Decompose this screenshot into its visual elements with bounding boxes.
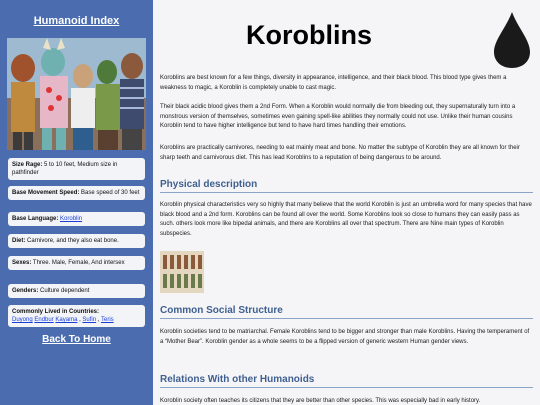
- country-link-teris[interactable]: Teris: [101, 317, 114, 323]
- sexes-label: Sexes:: [12, 260, 32, 266]
- movement-info-box: [8, 186, 145, 200]
- koroblin-group-image: [7, 38, 146, 150]
- main-content: [153, 0, 540, 405]
- social-structure-heading: Common Social Structure: [160, 305, 533, 319]
- humanoid-index-link[interactable]: Humanoid Index: [33, 15, 120, 27]
- language-info-box: [8, 212, 145, 226]
- diet-value: Carnivore, and they also eat bone.: [27, 238, 119, 244]
- diet-label: Diet:: [12, 238, 26, 244]
- movement-value: Base speed of 30 feet: [81, 190, 140, 196]
- countries-info-box: Commonly Lived in Countries: Duyong Endbur Kayama , Sufin , Teris: [8, 305, 145, 327]
- size-label: Size Rage:: [12, 162, 43, 168]
- genders-value: Culture dependent: [40, 288, 90, 294]
- size-info-box: [8, 158, 145, 180]
- page-title: Koroblins: [246, 20, 372, 50]
- movement-label: Base Movement Speed:: [12, 190, 80, 196]
- subtypes-chart-thumbnail[interactable]: [160, 251, 204, 293]
- country-link-sufin[interactable]: Sufin: [82, 317, 97, 323]
- country-link-endbur[interactable]: Endbur: [34, 317, 54, 323]
- genders-label: Genders:: [12, 288, 39, 294]
- diet-info-box: [8, 234, 145, 248]
- country-link-kayama[interactable]: Kayama: [55, 317, 78, 323]
- back-to-home-link[interactable]: Back To Home: [42, 334, 111, 345]
- relations-heading: Relations With other Humanoids: [160, 374, 533, 388]
- relations-text: Koroblin society often teaches its citizens that they are better than other species. This was especially bad in early history.: [160, 398, 481, 404]
- intro-paragraph-1: Koroblins are best known for a few things, diversity in appearance, intelligence, and their black blood. This blood type gives them a weakness to magic, a Koroblin is completely unable to cast magic.: [160, 75, 507, 91]
- social-structure-text: Koroblin societies tend to be matriarchal. Female Koroblins tend to be bigger and stronger than male Koroblins. Having the temperament of a “Mother Bear”. Koroblin gender as a whole seems to be a flipped version of generic western Human gender views.: [160, 329, 530, 345]
- intro-paragraph-2: Their black acidic blood gives them a 2nd Form. When a Koroblin would normally die from bleeding out, they supernaturally turn into a monstrous version of themselves, sometimes even gaining spell-like abilities they normally could not use. Unlike their human cousins Koroblin tend to have higher intelligence but tend to have hard times handling their emotions.: [160, 104, 516, 129]
- physical-description-heading: Physical description: [160, 179, 533, 193]
- countries-label: Commonly Lived in Countries:: [12, 309, 100, 315]
- sidebar: [0, 0, 153, 405]
- sexes-value: Three. Male, Female, And intersex: [32, 260, 125, 266]
- koroblin-language-link[interactable]: Koroblin: [60, 216, 83, 222]
- genders-info-box: [8, 284, 145, 298]
- size-value: 5 to 10 feet, Medium size in pathfinder: [12, 162, 118, 176]
- blood-drop-icon: [492, 10, 532, 70]
- language-label: Base Language:: [12, 216, 59, 222]
- sexes-info-box: [8, 256, 145, 270]
- physical-description-text: Koroblin physical characteristics very so highly that many believe that the world Koroblin is just an umbrella word for many species that have black blood and a 2nd form. Koroblins can be found all over the world. Some Koroblins look so close to humans they can easily pass as such. others look more like bipedal animals, and there are Koroblins all over that spectrum. There are Nine main types of Koroblin subspecies.: [160, 202, 532, 237]
- country-link-duyong[interactable]: Duyong: [12, 317, 33, 323]
- intro-paragraph-3: Koroblins are practically carnivores, needing to eat mainly meat and bone. No matter the subtype of Koroblin they are all known for their sharp teeth and carnivorous diet. This has lead Koroblins to a reputation of being dangerous to be around.: [160, 145, 520, 161]
